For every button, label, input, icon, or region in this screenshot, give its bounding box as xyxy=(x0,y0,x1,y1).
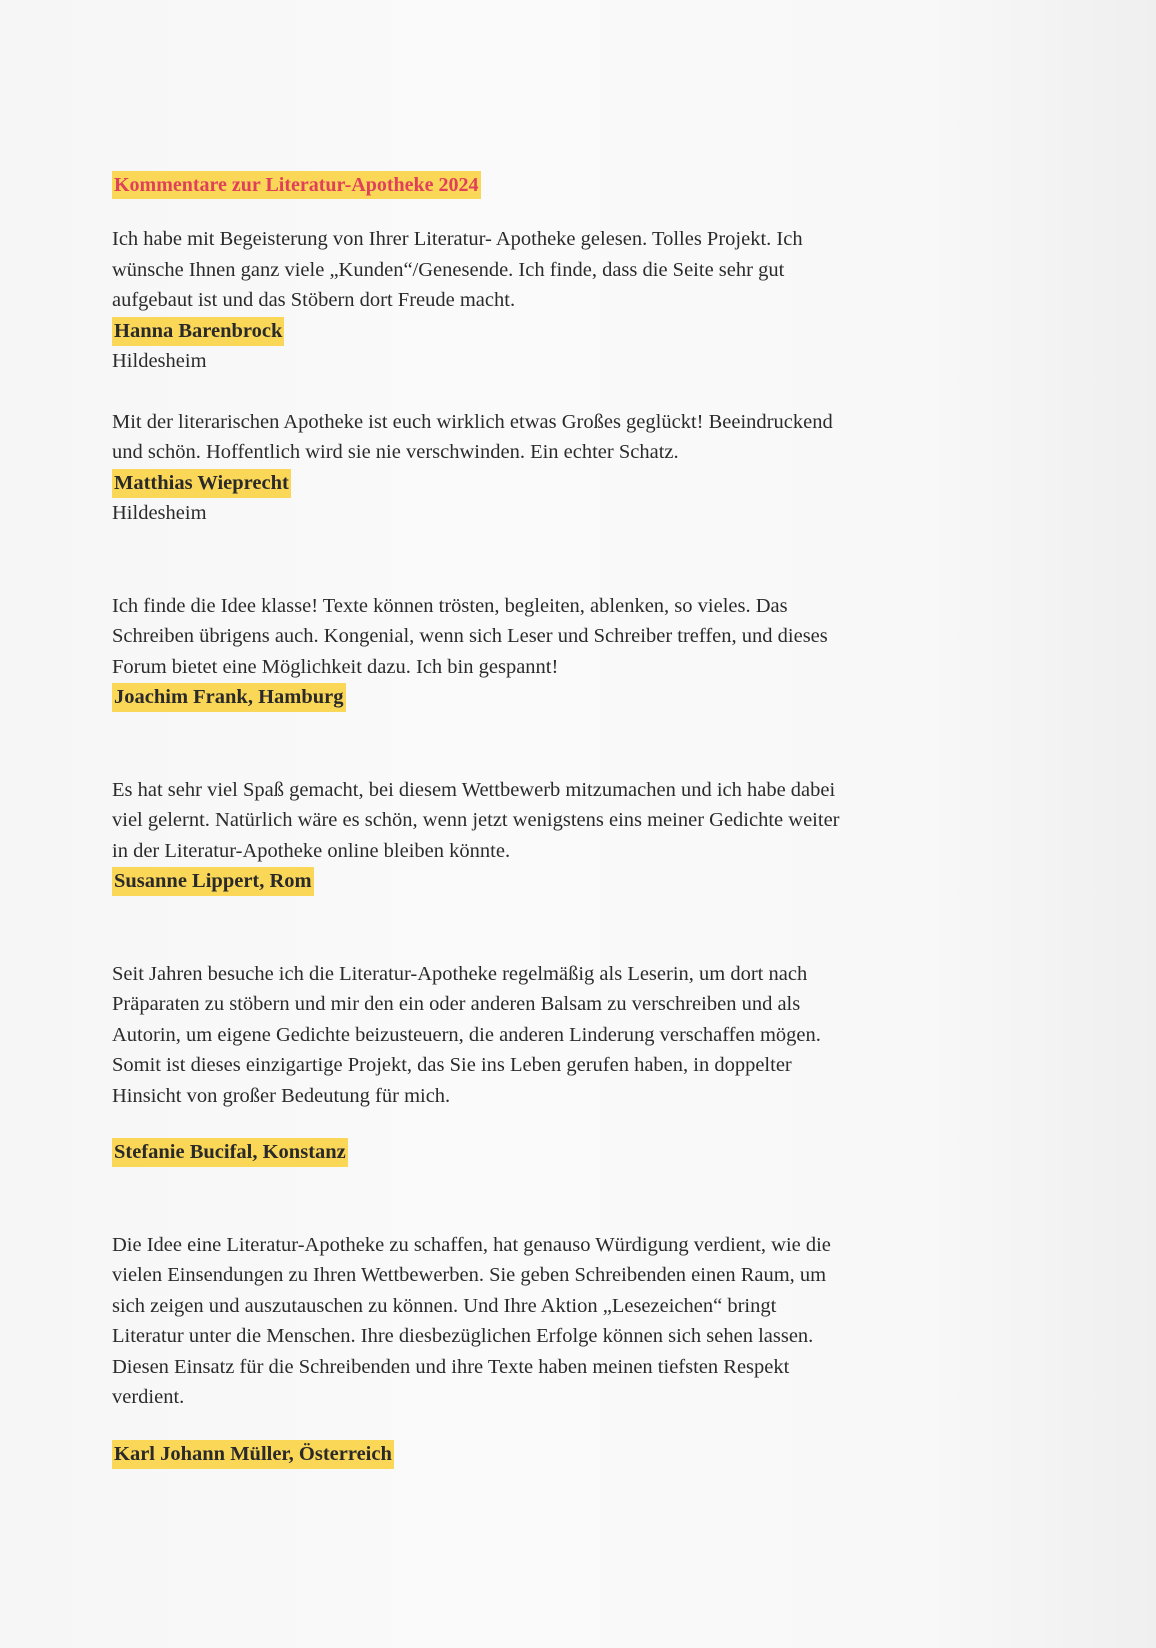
comment-1-line-1: Ich habe mit Begeisterung von Ihrer Literatur- Apotheke gelesen. Tolles Projekt. Ich xyxy=(112,228,803,250)
comment-3-line-2: Schreiben übrigens auch. Kongenial, wenn sich Leser und Schreiber treffen, und dieses xyxy=(112,625,828,647)
comment-6-line-5: Diesen Einsatz für die Schreibenden und ihre Texte haben meinen tiefsten Respekt xyxy=(112,1355,790,1378)
comment-6-line-1: Die Idee eine Literatur-Apotheke zu schaffen, hat genauso Würdigung verdient, wie die xyxy=(112,1233,831,1256)
comment-5-line-4: Somit ist dieses einzigartige Projekt, das Sie ins Leben gerufen haben, in doppelter xyxy=(112,1054,792,1076)
comment-6-line-3: sich zeigen und auszutauschen zu können. Und Ihre Aktion „Lesezeichen“ bringt xyxy=(112,1294,777,1317)
comment-6-author: Karl Johann Müller, Österreich xyxy=(112,1440,394,1469)
comment-5-line-2: Präparaten zu stöbern und mir den ein oder anderen Balsam zu verschreiben und als xyxy=(112,993,801,1015)
comment-4-author: Susanne Lippert, Rom xyxy=(112,867,314,896)
comment-2-line-1: Mit der literarischen Apotheke ist euch wirklich etwas Großes geglückt! Beeindruckend xyxy=(112,410,833,433)
comment-4-line-3: in der Literatur-Apotheke online bleiben könnte. xyxy=(112,839,511,862)
comment-4-line-2: viel gelernt. Natürlich wäre es schön, wenn jetzt wenigstens eins meiner Gedichte weiter xyxy=(112,809,840,831)
title-line xyxy=(112,170,992,200)
comment-6-line-2: vielen Einsendungen zu Ihren Wettbewerben. Sie geben Schreibenden einen Raum, um xyxy=(112,1264,827,1286)
comment-6-line-4: Literatur unter die Menschen. Ihre diesbezüglichen Erfolge können sich sehen lassen. xyxy=(112,1325,814,1347)
comment-3-line-3: Forum bietet eine Möglichkeit dazu. Ich bin gespannt! xyxy=(112,655,559,678)
comment-3 xyxy=(112,591,992,713)
comment-5-author: Stefanie Bucifal, Konstanz xyxy=(112,1138,348,1167)
page-title: Kommentare zur Literatur-Apotheke 2024 xyxy=(112,171,481,199)
comment-6-line-6: verdient. xyxy=(112,1386,185,1408)
comment-4 xyxy=(112,775,992,897)
comment-2 xyxy=(112,407,992,529)
document-content xyxy=(112,170,992,1469)
comment-2-author: Matthias Wieprecht xyxy=(112,469,291,498)
comment-5 xyxy=(112,959,992,1168)
comment-1-city: Hildesheim xyxy=(112,350,207,372)
comment-1 xyxy=(112,224,992,377)
comment-6 xyxy=(112,1230,992,1470)
comment-5-line-1: Seit Jahren besuche ich die Literatur-Apotheke regelmäßig als Leserin, um dort nach xyxy=(112,962,808,985)
comment-3-line-1: Ich finde die Idee klasse! Texte können trösten, begleiten, ablenken, so vieles. Das xyxy=(112,594,788,617)
comment-3-author: Joachim Frank, Hamburg xyxy=(112,683,346,712)
comment-4-line-1: Es hat sehr viel Spaß gemacht, bei diesem Wettbewerb mitzumachen und ich habe dabei xyxy=(112,778,836,801)
comment-1-line-3: aufgebaut ist und das Stöbern dort Freude macht. xyxy=(112,289,516,311)
comment-2-line-2: und schön. Hoffentlich wird sie nie verschwinden. Ein echter Schatz. xyxy=(112,441,679,463)
comment-5-line-5: Hinsicht von großer Bedeutung für mich. xyxy=(112,1084,451,1107)
comment-1-author: Hanna Barenbrock xyxy=(112,317,284,346)
comment-2-city: Hildesheim xyxy=(112,502,207,524)
comment-1-line-2: wünsche Ihnen ganz viele „Kunden“/Genesende. Ich finde, dass die Seite sehr gut xyxy=(112,258,785,281)
comment-5-line-3: Autorin, um eigene Gedichte beizusteuern, die anderen Linderung verschaffen mögen. xyxy=(112,1023,821,1046)
